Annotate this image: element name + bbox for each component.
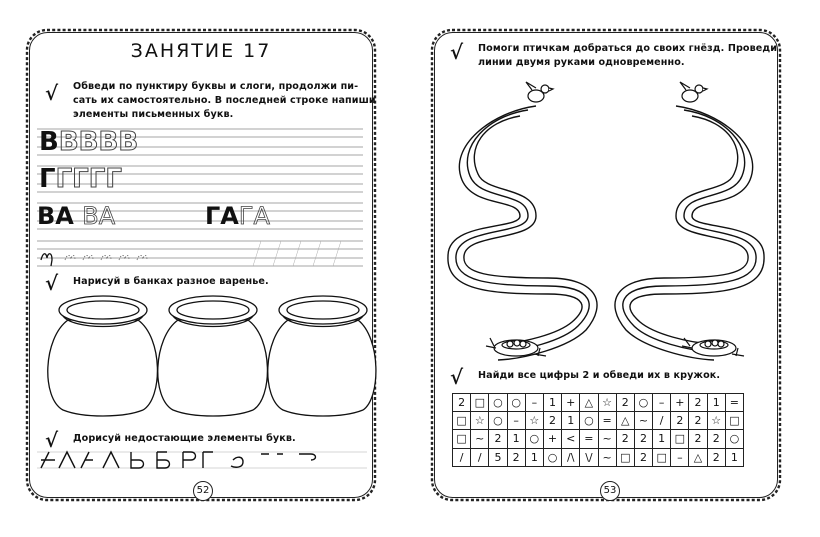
grid-cell[interactable]: 2 [616,430,634,448]
grid-cell[interactable]: ○ [543,448,561,466]
grid-cell[interactable]: △ [689,448,707,466]
grid-cell[interactable]: / [471,448,489,466]
grid-cell[interactable]: + [562,394,580,412]
grid-cell[interactable]: 2 [489,430,507,448]
syllable-solid: ВА [37,202,74,230]
syllable-row [37,202,115,230]
left-page [23,26,379,504]
grid-cell[interactable]: < [562,430,580,448]
nest-right-icon [682,338,744,356]
bird-paths-maze [428,76,784,366]
symbol-grid [452,393,744,467]
grid-row [453,430,744,448]
grid-cell[interactable]: 1 [562,412,580,430]
grid-cell[interactable]: + [543,430,561,448]
grid-cell[interactable]: ~ [634,412,652,430]
grid-cell[interactable]: △ [616,412,634,430]
task2-instruction: Нарисуй в банках разное варенье. [73,276,269,287]
letter-row-g [39,165,122,193]
grid-cell[interactable]: 2 [634,430,652,448]
grid-cell[interactable]: 2 [507,448,525,466]
syllable-dotted: ВА [82,202,116,230]
letter-dotted: Г [88,164,106,194]
letter-dotted: В [78,127,99,157]
syllable-dotted: ГА [238,202,270,230]
grid-cell[interactable]: 2 [671,412,689,430]
grid-cell[interactable]: ~ [598,448,616,466]
grid-cell[interactable]: = [580,430,598,448]
page-number: 52 [193,481,213,501]
grid-cell[interactable]: ☆ [707,412,725,430]
grid-cell[interactable]: □ [453,430,471,448]
grid-cell[interactable]: 1 [707,394,725,412]
grid-cell[interactable]: □ [725,412,743,430]
grid-row [453,412,744,430]
jars-illustration [23,288,379,418]
grid-cell[interactable]: 2 [689,394,707,412]
task2-instruction: Найди все цифры 2 и обведи их в кружок. [478,370,721,381]
grid-cell[interactable]: ○ [634,394,652,412]
grid-cell[interactable]: – [671,448,689,466]
task3-instruction: Дорисуй недостающие элементы букв. [73,433,296,444]
letter-dotted: В [118,127,139,157]
grid-cell[interactable]: ○ [525,430,543,448]
grid-cell[interactable]: 1 [507,430,525,448]
right-page [428,26,784,504]
grid-cell[interactable]: ○ [489,412,507,430]
grid-cell[interactable]: ~ [471,430,489,448]
checkmark-icon: √ [45,428,59,452]
grid-cell[interactable]: ~ [598,430,616,448]
grid-cell[interactable]: 2 [689,430,707,448]
syllable-row-2 [205,202,270,230]
cursive-elements [37,242,157,268]
grid-cell[interactable]: 2 [543,412,561,430]
grid-cell[interactable]: 1 [725,448,743,466]
grid-cell[interactable]: ○ [507,394,525,412]
grid-cell[interactable]: 2 [707,430,725,448]
letter-row-v [39,128,138,156]
letter-dotted: Г [72,164,89,194]
task1-instruction: Помоги птичкам добраться до своих гнёзд. Проведи линии двумя руками одновременно. [478,43,778,68]
grid-cell[interactable]: / [653,412,671,430]
incomplete-letters [37,446,367,474]
checkmark-icon: √ [45,81,59,105]
letter-dotted: В [58,127,79,157]
grid-cell[interactable]: 5 [489,448,507,466]
lesson-title: ЗАНЯТИЕ 17 [130,40,272,62]
grid-cell[interactable]: – [507,412,525,430]
grid-cell[interactable]: 1 [653,430,671,448]
checkmark-icon: √ [45,271,59,295]
grid-cell[interactable]: 2 [707,448,725,466]
checkmark-icon: √ [450,365,464,389]
letter-dotted: Г [55,164,73,194]
grid-cell[interactable]: + [671,394,689,412]
grid-cell[interactable]: / [453,448,471,466]
grid-cell[interactable]: 2 [453,394,471,412]
grid-cell[interactable]: = [598,412,616,430]
grid-cell[interactable]: □ [616,448,634,466]
letter-solid: В [39,127,59,157]
grid-cell[interactable]: □ [653,448,671,466]
grid-cell[interactable]: 1 [525,448,543,466]
task1-instruction: Обведи по пунктиру буквы и слоги, продолжи пи- сать их самостоятельно. В последней строке напиши элементы письменных букв. [73,81,376,120]
grid-cell[interactable]: /\ [562,448,580,466]
grid-row [453,448,744,466]
grid-cell[interactable]: 2 [689,412,707,430]
grid-cell[interactable]: ○ [489,394,507,412]
grid-cell[interactable]: – [653,394,671,412]
grid-cell[interactable]: 2 [616,394,634,412]
letter-solid: Г [39,164,56,194]
grid-cell[interactable]: ○ [580,412,598,430]
grid-cell[interactable]: □ [671,430,689,448]
checkmark-icon: √ [450,40,464,64]
grid-cell[interactable]: \/ [580,448,598,466]
jar-2 [158,296,268,416]
jar-1 [48,296,158,416]
grid-cell[interactable]: ☆ [525,412,543,430]
syllable-solid: ГА [205,202,239,230]
bird-left-icon [526,82,553,102]
grid-cell[interactable]: □ [453,412,471,430]
grid-cell[interactable]: ○ [725,430,743,448]
grid-cell[interactable]: △ [580,394,598,412]
jar-3 [268,296,376,416]
letter-dotted: Г [105,164,122,194]
grid-cell[interactable]: = [725,394,743,412]
grid-cell[interactable]: □ [471,394,489,412]
grid-row [453,394,744,412]
grid-cell[interactable]: 2 [634,448,652,466]
page-number: 53 [600,481,620,501]
bird-right-icon [680,82,707,102]
grid-cell[interactable]: ☆ [471,412,489,430]
letter-dotted: В [98,127,119,157]
grid-cell[interactable]: 1 [543,394,561,412]
grid-cell[interactable]: – [525,394,543,412]
grid-cell[interactable]: ☆ [598,394,616,412]
